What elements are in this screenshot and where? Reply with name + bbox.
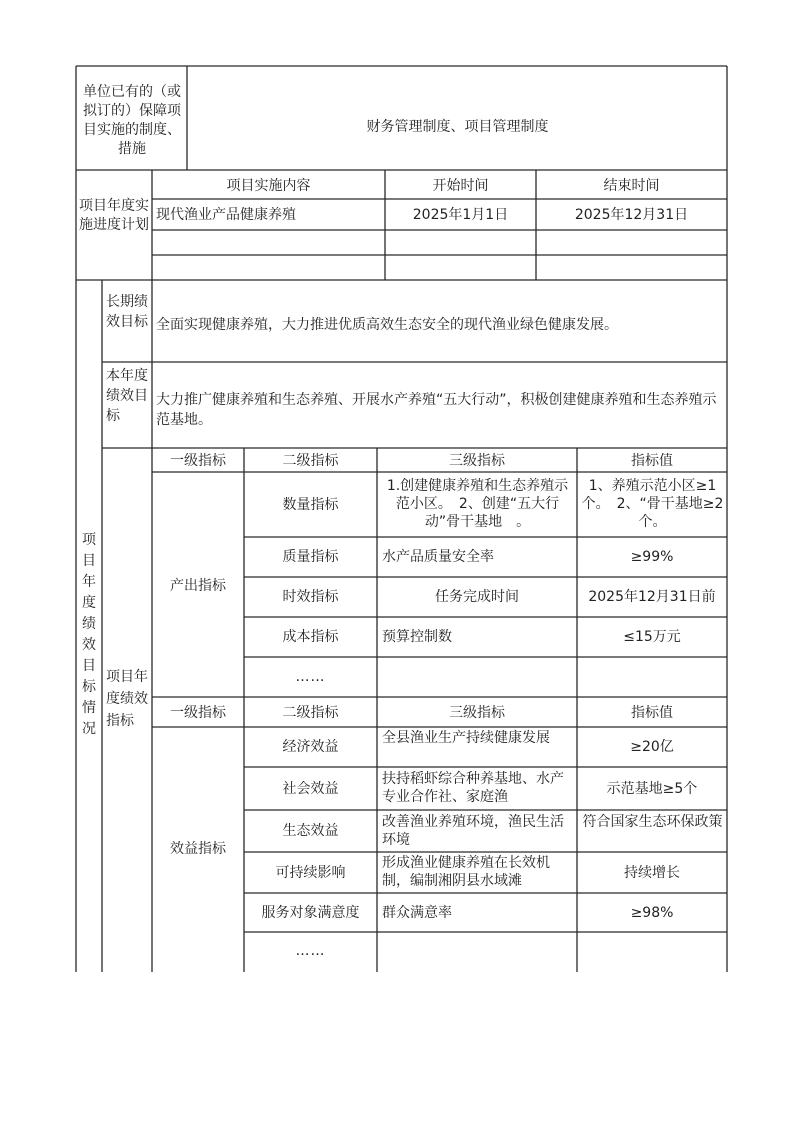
benefit-l3-ecological: 改善渔业养殖环境，渔民生活环境 xyxy=(382,814,564,848)
output-header-level3: 三级指标 xyxy=(449,453,505,469)
schedule-header-start: 开始时间 xyxy=(432,178,489,194)
output-value-quality: ≥99% xyxy=(630,549,674,565)
output-l3-cost: 预算控制数 xyxy=(382,629,452,645)
benefit-l2-ecological: 生态效益 xyxy=(282,823,339,839)
output-l2-more: …… xyxy=(295,669,326,685)
goals-section-label: 项目年度绩效目标情况 xyxy=(82,532,96,737)
long-term-goal-label: 长期绩效目标 xyxy=(106,294,148,330)
output-value-timeliness: 2025年12月31日前 xyxy=(588,589,716,605)
benefit-l3-economic: 全县渔业生产持续健康发展 xyxy=(382,730,550,746)
benefit-l3-social: 扶持稻虾综合种养基地、水产专业合作社、家庭渔 xyxy=(382,771,564,805)
annual-goal-label: 本年度绩效目标 xyxy=(106,368,148,424)
output-header-level2: 二级指标 xyxy=(282,453,339,469)
output-header-level1: 一级指标 xyxy=(170,453,226,469)
benefit-value-economic: ≥20亿 xyxy=(630,739,674,755)
benefit-header-level3: 三级指标 xyxy=(449,705,505,721)
schedule-label: 项目年度实施进度计划 xyxy=(79,198,149,233)
benefit-level1: 效益指标 xyxy=(170,841,226,857)
output-l3-quantity: 1.创建健康养殖和生态养殖示范小区。 2、创建“五大行动”骨干基地 。 xyxy=(386,478,569,530)
schedule-header-end: 结束时间 xyxy=(603,178,660,194)
measures-content: 财务管理制度、项目管理制度 xyxy=(366,119,549,135)
benefit-l2-more: …… xyxy=(295,943,326,959)
benefit-l2-satisfaction: 服务对象满意度 xyxy=(261,905,360,921)
benefit-value-social: 示范基地≥5个 xyxy=(606,781,698,797)
long-term-goal-text: 全面实现健康养殖，大力推进优质高效生态安全的现代渔业绿色健康发展。 xyxy=(156,317,618,333)
benefit-header-value: 指标值 xyxy=(631,705,673,721)
benefit-value-satisfaction: ≥98% xyxy=(630,905,674,921)
output-l2-quality: 质量指标 xyxy=(282,549,339,565)
output-header-value: 指标值 xyxy=(631,453,673,469)
output-l2-cost: 成本指标 xyxy=(282,629,339,645)
annual-goal-text: 大力推广健康养殖和生态养殖、开展水产养殖“五大行动”，积极创建健康养殖和生态养殖示范基地。 xyxy=(156,392,717,428)
output-l3-timeliness: 任务完成时间 xyxy=(435,589,519,605)
benefit-header-level1: 一级指标 xyxy=(170,705,226,721)
output-value-quantity: 1、养殖示范小区≥1个。 2、“骨干基地≥2个。 xyxy=(581,478,724,530)
schedule-row-content: 现代渔业产品健康养殖 xyxy=(156,207,296,223)
benefit-l3-sustainability: 形成渔业健康养殖在长效机制，编制湘阴县水域滩 xyxy=(382,855,550,889)
benefit-value-ecological: 符合国家生态环保政策 xyxy=(582,814,723,830)
measures-label: 单位已有的（或拟订的）保障项目实施的制度、措施 xyxy=(83,84,181,157)
output-l2-timeliness: 时效指标 xyxy=(282,589,339,605)
output-l3-quality: 水产品质量安全率 xyxy=(382,549,494,565)
benefit-l2-economic: 经济效益 xyxy=(282,739,339,755)
output-l2-quantity: 数量指标 xyxy=(282,497,339,513)
benefit-l3-satisfaction: 群众满意率 xyxy=(382,905,452,921)
output-value-cost: ≤15万元 xyxy=(623,629,681,645)
benefit-header-level2: 二级指标 xyxy=(282,705,339,721)
annual-indicators-label: 项目年度绩效指标 xyxy=(106,669,148,729)
schedule-row-start: 2025年1月1日 xyxy=(412,207,509,223)
benefit-l2-sustainability: 可持续影响 xyxy=(275,865,346,881)
benefit-l2-social: 社会效益 xyxy=(282,781,339,797)
schedule-row-end: 2025年12月31日 xyxy=(574,207,689,223)
schedule-header-content: 项目实施内容 xyxy=(226,178,311,194)
benefit-value-sustainability: 持续增长 xyxy=(624,865,680,881)
output-level1: 产出指标 xyxy=(170,578,226,594)
